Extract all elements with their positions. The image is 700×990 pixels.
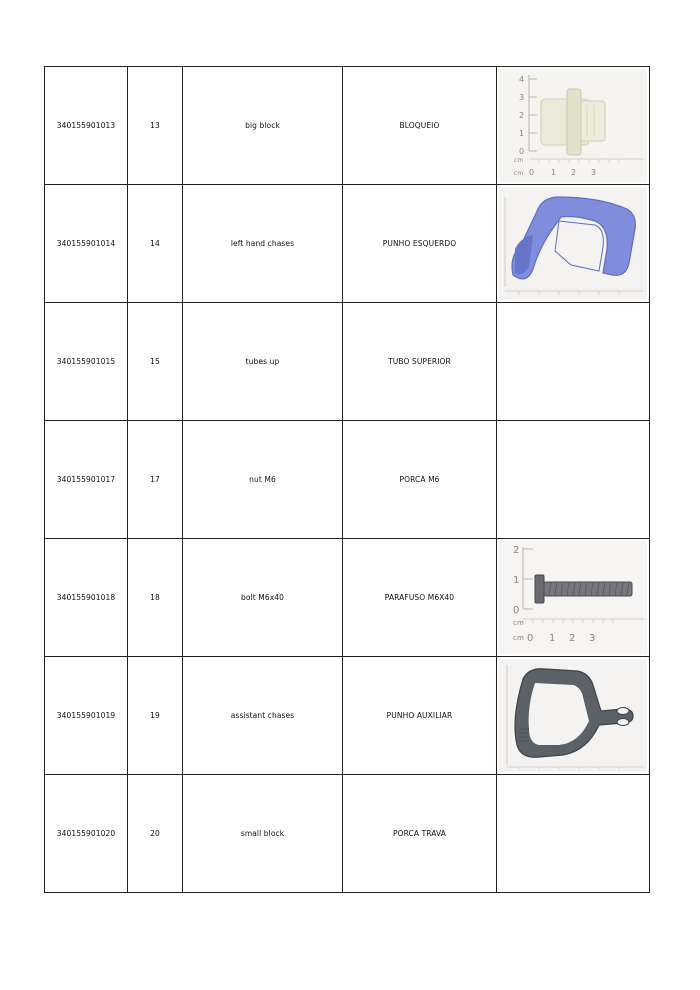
- ruler-tick: 3: [591, 168, 597, 177]
- ruler-tick: 2: [513, 545, 520, 556]
- part-code: 340155901015: [45, 303, 128, 421]
- part-name-en: tubes up: [183, 303, 343, 421]
- part-code: 340155901014: [45, 185, 128, 303]
- ruler-tick: 1: [549, 633, 556, 644]
- part-number: 17: [128, 421, 183, 539]
- table-row: [45, 185, 650, 303]
- parts-table: [44, 66, 650, 893]
- part-name-en: left hand chases: [183, 185, 343, 303]
- bolt-photo: [499, 541, 647, 654]
- part-name-en: nut M6: [183, 421, 343, 539]
- part-name-pt: TUBO SUPERIOR: [343, 303, 497, 421]
- part-number: 14: [128, 185, 183, 303]
- blue-handle-photo: [499, 187, 647, 300]
- ruler-tick: 0: [529, 168, 535, 177]
- part-photo-cell: [497, 421, 650, 539]
- ruler-tick: 1: [519, 129, 525, 138]
- table-row: [45, 657, 650, 775]
- ruler-tick: 0: [519, 147, 525, 156]
- white-block-photo: [499, 69, 647, 182]
- ruler-tick: 2: [519, 111, 525, 120]
- part-number: 13: [128, 67, 183, 185]
- ruler-tick: 3: [589, 633, 596, 644]
- ruler-tick: 2: [569, 633, 576, 644]
- part-photo-cell: [497, 303, 650, 421]
- part-code: 340155901019: [45, 657, 128, 775]
- part-number: 18: [128, 539, 183, 657]
- part-code: 340155901017: [45, 421, 128, 539]
- part-name-pt: BLOQUEIO: [343, 67, 497, 185]
- part-photo-cell: [497, 775, 650, 893]
- part-photo-cell: [497, 657, 650, 775]
- part-photo-cell: [497, 539, 650, 657]
- ruler-tick: 2: [571, 168, 577, 177]
- ruler-tick: 1: [551, 168, 557, 177]
- ruler-tick: 1: [513, 575, 520, 586]
- part-code: 340155901013: [45, 67, 128, 185]
- table-row: [45, 539, 650, 657]
- part-photo-cell: [497, 185, 650, 303]
- ruler-unit: cm: [513, 634, 524, 642]
- part-name-pt: PORCA M6: [343, 421, 497, 539]
- ruler-unit: cm: [514, 157, 524, 164]
- table-row: [45, 775, 650, 893]
- part-number: 19: [128, 657, 183, 775]
- part-name-pt: PORCA TRAVA: [343, 775, 497, 893]
- part-name-en: bolt M6x40: [183, 539, 343, 657]
- ruler-tick: 3: [519, 93, 525, 102]
- part-code: 340155901018: [45, 539, 128, 657]
- table-row: [45, 303, 650, 421]
- part-name-pt: PUNHO AUXILIAR: [343, 657, 497, 775]
- ruler-tick: 0: [527, 633, 534, 644]
- part-code: 340155901020: [45, 775, 128, 893]
- grey-handle-photo: [499, 659, 647, 772]
- ruler-tick: 0: [513, 605, 520, 616]
- part-photo-cell: [497, 67, 650, 185]
- ruler-unit: cm: [513, 619, 524, 627]
- part-number: 20: [128, 775, 183, 893]
- part-name-en: small block: [183, 775, 343, 893]
- ruler-tick: 4: [519, 75, 525, 84]
- table-row: [45, 67, 650, 185]
- part-name-en: big block: [183, 67, 343, 185]
- ruler-unit: cm: [514, 170, 524, 177]
- part-name-pt: PUNHO ESQUERDO: [343, 185, 497, 303]
- table-row: [45, 421, 650, 539]
- part-name-pt: PARAFUSO M6X40: [343, 539, 497, 657]
- part-name-en: assistant chases: [183, 657, 343, 775]
- part-number: 15: [128, 303, 183, 421]
